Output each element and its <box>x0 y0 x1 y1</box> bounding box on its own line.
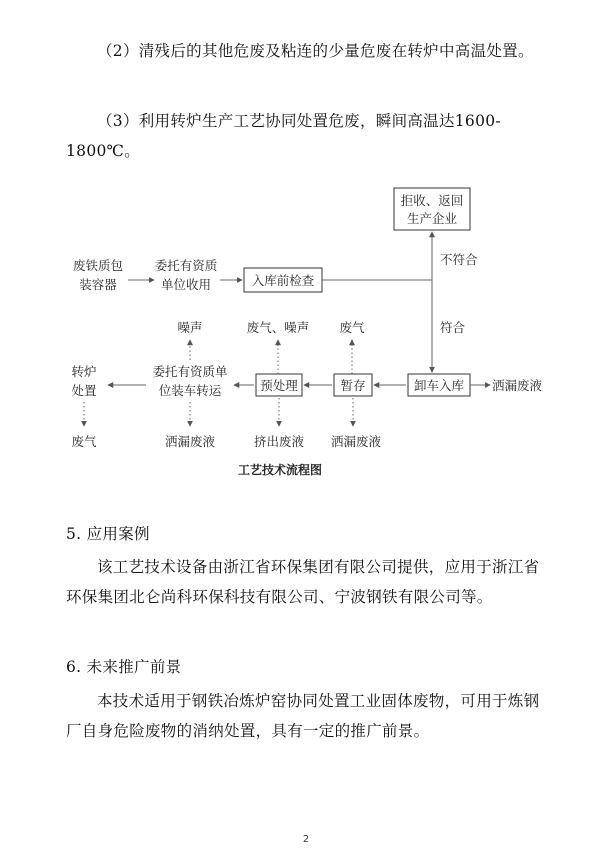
waste-container-line1: 废铁质包 <box>72 258 124 273</box>
extrude-waste-label: 挤出废液 <box>253 434 305 449</box>
waste-container-line2: 装容器 <box>79 277 117 292</box>
paragraph-item-2: （2）清残后的其他危废及粘连的少量危废在转炉中高温处置。 <box>97 42 534 60</box>
spill-right-label: 洒漏废液 <box>492 378 543 393</box>
temp-storage-label: 暂存 <box>340 378 366 393</box>
conform-label: 符合 <box>440 320 466 335</box>
section-6-body: 本技术适用于钢铁冶炼炉窑协同处置工业固体废物，可用于炼钢厂自身危险废物的消纳处置，具有一定的推广前景。 <box>66 692 540 740</box>
entrust-collect-line1: 委托有资质 <box>154 258 218 273</box>
reject-box-line2: 生产企业 <box>406 211 458 226</box>
entrust-transport-line2: 位装车转运 <box>158 383 222 398</box>
pre-inspection-label: 入库前检查 <box>251 273 315 288</box>
entrust-collect-line2: 单位收用 <box>160 277 212 292</box>
process-flowchart <box>58 182 558 482</box>
reject-box-line1: 拒收、返回 <box>400 193 464 208</box>
flowchart-caption: 工艺技术流程图 <box>237 463 323 477</box>
unload-storage-label: 卸车入库 <box>413 378 465 393</box>
section-6-heading: 6. 未来推广前景 <box>66 658 182 676</box>
converter-line2: 处置 <box>71 383 97 398</box>
page-number: 2 <box>302 834 310 845</box>
section-5-body: 该工艺技术设备由浙江省环保集团有限公司提供，应用于浙江省环保集团北仑尚科环保科技有限公司、宁波钢铁有限公司等。 <box>66 558 540 606</box>
spill-label-1: 洒漏废液 <box>164 434 216 449</box>
not-conform-label: 不符合 <box>440 252 478 267</box>
pretreatment-label: 预处理 <box>260 378 298 393</box>
gas-label-2: 废气 <box>71 434 97 449</box>
spill-label-2: 洒漏废液 <box>330 434 382 449</box>
gas-noise-label: 废气、噪声 <box>246 320 310 335</box>
gas-label-1: 废气 <box>339 320 365 335</box>
converter-line1: 转炉 <box>71 364 97 379</box>
noise-label-1: 噪声 <box>177 320 203 335</box>
paragraph-item-3: （3）利用转炉生产工艺协同处置危废，瞬间高温达1600-1800℃。 <box>66 112 501 160</box>
section-5-heading: 5. 应用案例 <box>66 525 150 543</box>
entrust-transport-line1: 委托有资质单 <box>152 364 228 379</box>
